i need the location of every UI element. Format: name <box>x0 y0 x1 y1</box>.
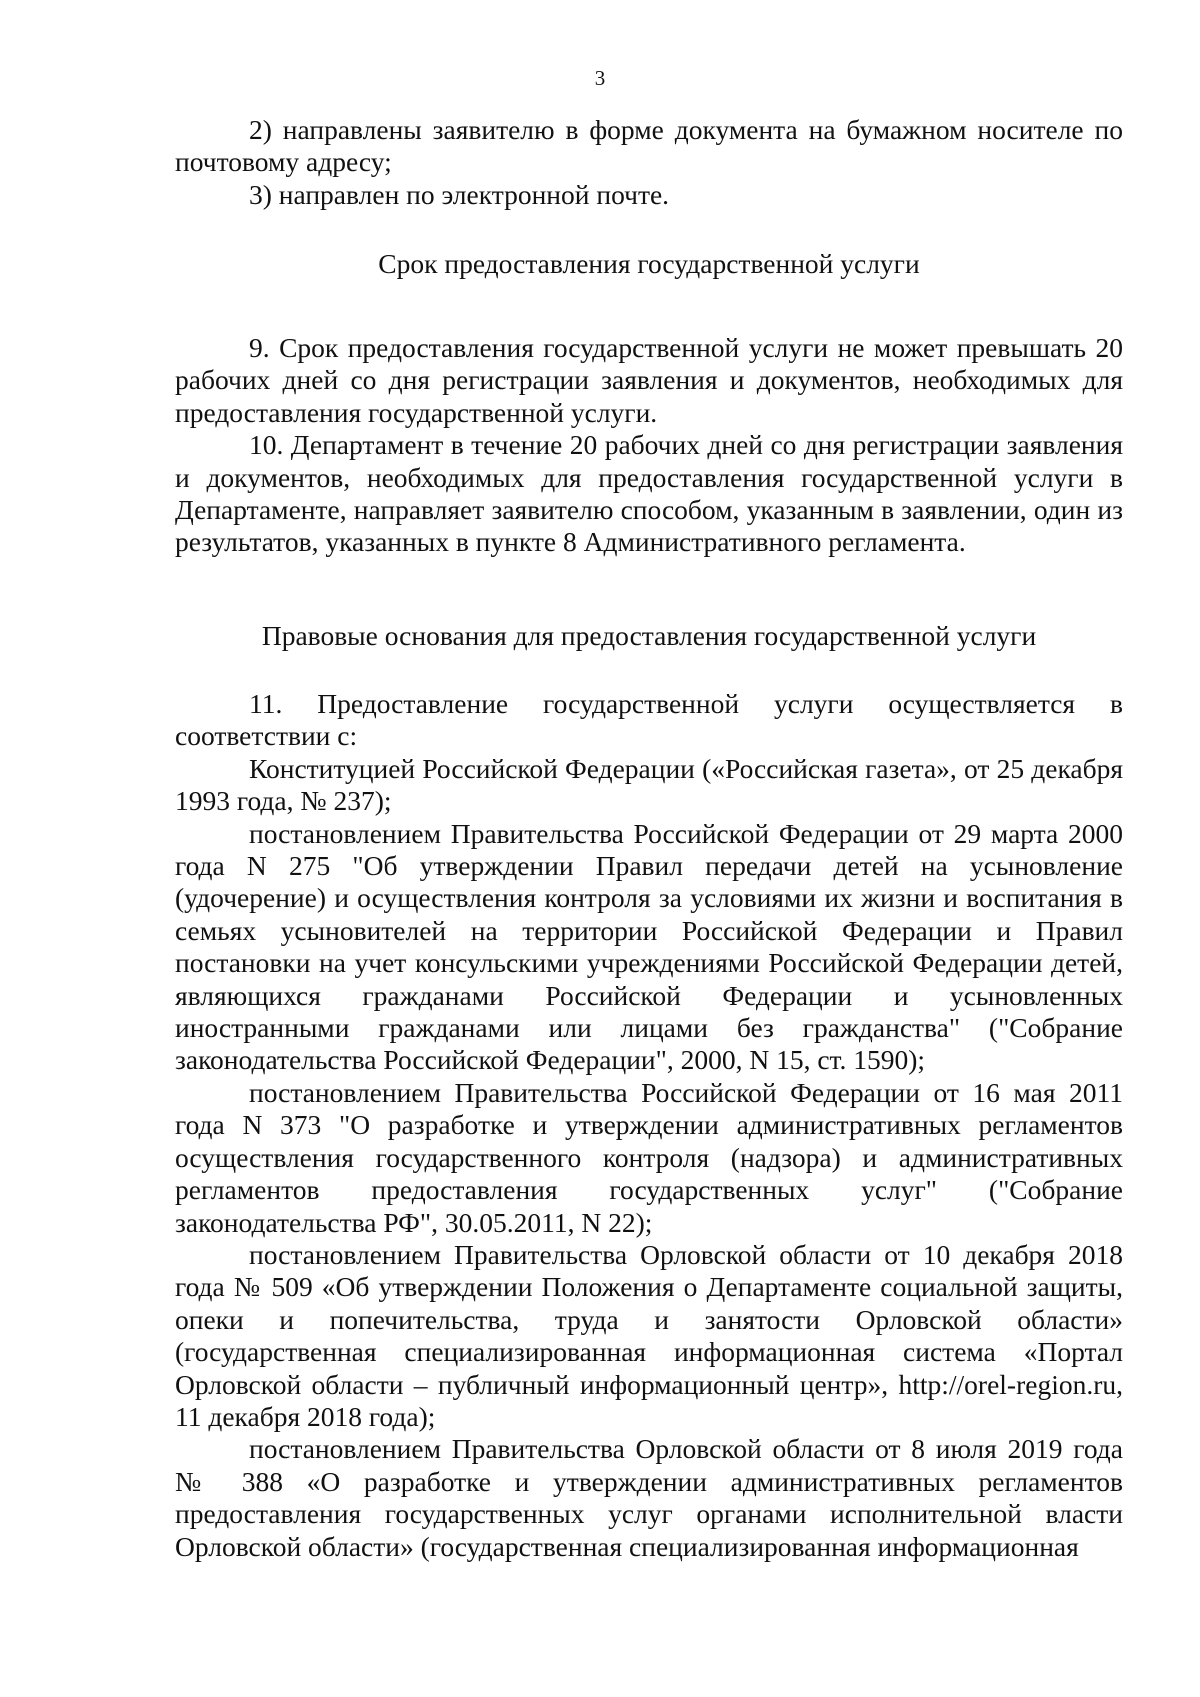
delivery-methods-block <box>175 114 1123 211</box>
section-heading-legal-basis: Правовые основания для предоставления государственной услуги <box>261 620 1037 651</box>
paragraph-item-11: 11. Предоставление государственной услуги осуществляется в соответствии с: <box>175 688 1123 752</box>
paragraph-item-10: 10. Департамент в течение 20 рабочих дней со дня регистрации заявления и документов, необходимых для предоставления государственной услуги в Департаменте, направляет заявителю способом, указанным в заявлении, один из результатов, указанных в пункте 8 Административного регламента. <box>175 429 1123 558</box>
paragraph-constitution: Конституцией Российской Федерации («Российская газета», от 25 декабря 1993 года, № 237); <box>175 752 1123 817</box>
paragraph-decree-509: постановлением Правительства Орловской области от 10 декабря 2018 года № 509 «Об утверждении Положения о Департаменте социальной защиты, опеки и попечительства, труда и занятости Орловской области» (государственная специализированная информационная система «Портал Орловской области – публичный информационный центр», http://orel-region.ru, 11 декабря 2018 года); <box>175 1238 1123 1432</box>
page-number: 3 <box>594 66 606 90</box>
paragraph-decree-373: постановлением Правительства Российской Федерации от 16 мая 2011 года N 373 "О разработке и утверждении административных регламентов осуществления государственного контроля (надзора) и административных регламентов предоставления государственных услуг" ("Собрание законодательства РФ", 30.05.2011, N 22); <box>175 1076 1123 1238</box>
paragraph-item-9: 9. Срок предоставления государственной услуги не может превышать 20 рабочих дней со дня регистрации заявления и документов, необходимых для предоставления государственной услуги. <box>175 332 1123 428</box>
service-term-block <box>175 332 1123 559</box>
paragraph-delivery-email: 3) направлен по электронной почте. <box>249 178 670 210</box>
paragraph-decree-275: постановлением Правительства Российской Федерации от 29 марта 2000 года N 275 "Об утверждении Правил передачи детей на усыновление (удочерение) и осуществления контроля за условиями их жизни и воспитания в семьях усыновителей на территории Российской Федерации и Правил постановки на учет консульскими учреждениями Российской Федерации детей, являющихся гражданами Российской Федерации и усыновленных иностранными гражданами или лицами без гражданства" ("Собрание законодательства Российской Федерации", 2000, N 15, ст. 1590); <box>175 817 1123 1076</box>
legal-basis-block <box>175 688 1123 1563</box>
paragraph-decree-388: постановлением Правительства Орловской области от 8 июля 2019 года № 388 «О разработке и утверждении административных регламентов предоставления государственных услуг органами исполнительной власти Орловской области» (государственная специализированная информационная <box>175 1433 1123 1562</box>
paragraph-delivery-paper: 2) направлены заявителю в форме документа на бумажном носителе по почтовому адресу; <box>175 114 1123 178</box>
section-heading-service-term: Срок предоставления государственной услуги <box>378 248 920 279</box>
